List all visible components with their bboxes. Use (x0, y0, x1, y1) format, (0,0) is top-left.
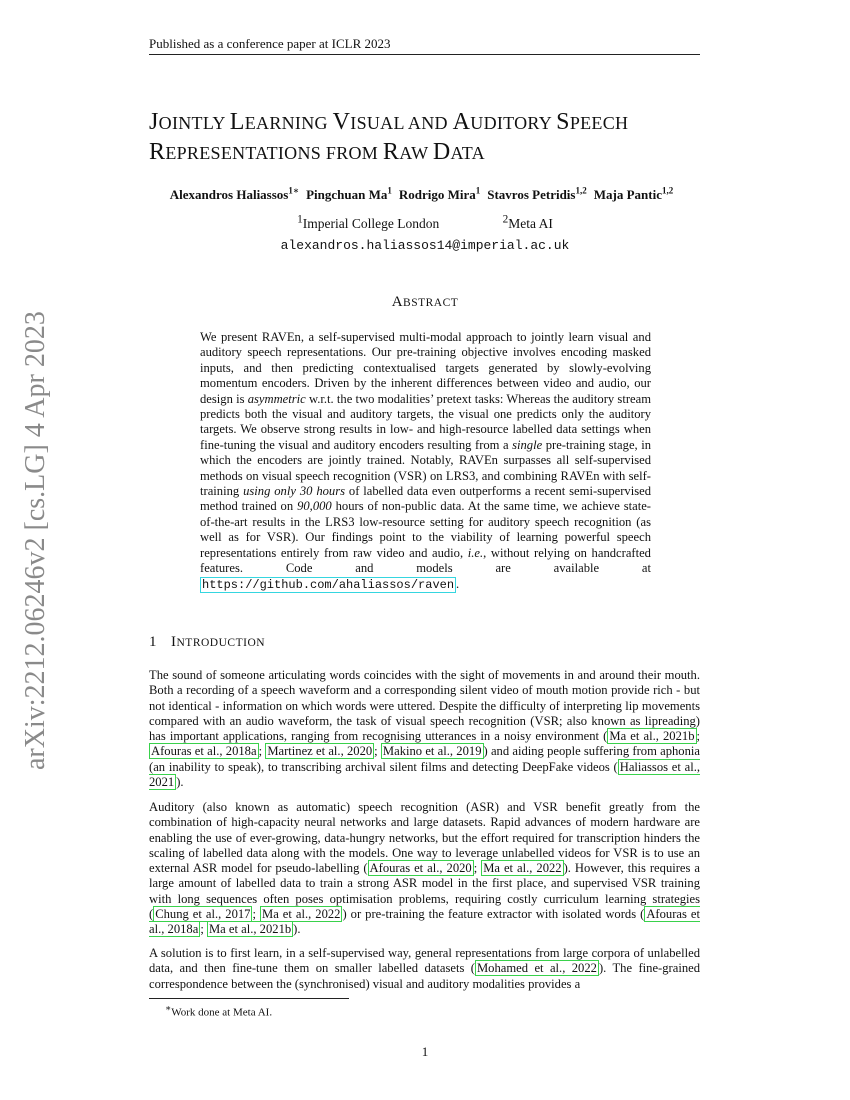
citation-link[interactable]: Martinez et al., 2020 (267, 744, 373, 759)
intro-paragraph-1: The sound of someone articulating words coincides with the sight of movements in and around their mouth. Both a recording of a speech waveform and a corresponding silent video of mouth motion provide rich - but not identical - information on which words were uttered. Despite the difficulty of interpreting lip movements compared with an audio waveform, the task of visual speech recognition (VSR; also known as lipreading) has important applications, ranging from recognising utterances in a noisy environment ( Ma et al., 2021b ; Afouras et al., 2018a ; Martinez et al., 2020 ; Makino et al., 2019 ) and aiding people suffering from aphonia (an inability to speak), to transcribing archival silent films and detecting DeepFake videos ( Haliassos et al., 2021 ). (149, 668, 700, 790)
citation-link[interactable]: Haliassos et al., 2021 (149, 759, 700, 790)
author: Pingchuan Ma$^1$ (306, 186, 392, 203)
title-line-1 (149, 108, 709, 138)
footnote: ∗Work done at Meta AI. (165, 1003, 273, 1019)
title-smallcaps: ISUAL AND (350, 113, 453, 133)
citation-link[interactable]: Ma et al., 2022 (483, 861, 562, 876)
title-initial: R (149, 139, 166, 165)
code-link[interactable]: https://github.com/ahaliassos/raven (202, 577, 455, 592)
citation-link[interactable]: Afouras et al., 2018a (149, 907, 700, 937)
title-smallcaps: OINTLY (158, 113, 230, 133)
title-smallcaps: ATA (450, 143, 485, 163)
title-initial: R (382, 139, 400, 165)
title-initial: S (556, 109, 570, 135)
running-header: Published as a conference paper at ICLR 2023 (149, 36, 700, 55)
title-smallcaps: UDITORY (470, 113, 557, 133)
citation-link[interactable]: Makino et al., 2019 (382, 744, 482, 759)
citation-link[interactable]: Mohamed et al., 2022 (476, 961, 597, 976)
title-initial: V (332, 109, 351, 135)
intro-paragraph-3: A solution is to first learn, in a self-supervised way, general representations from large corpora of unlabelled data, and then fine-tune them on smaller labelled datasets ( Mohamed et al., 2022 ). The fine-grained correspondence between the (synchronised) visual and auditory modalities provides a (149, 946, 701, 991)
footnote-rule (149, 998, 349, 999)
title-smallcaps: AW (399, 143, 433, 163)
title-smallcaps: EARNING (244, 113, 333, 133)
affiliation-1: $^1$Imperial College London (297, 213, 440, 231)
citation-link[interactable]: Afouras et al., 2018a (151, 744, 257, 759)
abstract-body: We present RAVEn, a self-supervised multi-modal approach to jointly learn visual and auditory speech representations. Our pre-training objective involves encoding masked inputs, and then predicting contextualised targets generated by slowly-evolving momentum encoders. Driven by the inherent differences between video and audio, our design is asymmetric w.r.t. the two modalities’ pretext tasks: Whereas the auditory stream predicts both the visual and auditory targets, the visual one predicts only the auditory targets. We observe strong results in low- and high-resource labelled data settings when fine-tuning the visual and auditory encoders resulting from a single pre-training stage, in which the encoders are jointly trained. Notably, RAVEn surpasses all self-supervised methods on visual speech recognition (VSR) on LRS3, and combining RAVEn with self-training using only 30 hours of labelled data even outperforms a recent semi-supervised method trained on 90,000 hours of non-public data. At the same time, we achieve state-of-the-art results in the LRS3 low-resource setting for auditory speech recognition (as well as for VSR). Our findings point to the viability of learning powerful speech representations entirely from raw video and audio, i.e., without relying on handcrafted features. Code and models are available at https://github.com/ahaliassos/raven . (200, 330, 651, 592)
author: Stavros Petridis$^{1,2}$ (487, 186, 587, 203)
arxiv-side-stamp: arXiv:2212.06246v2 [cs.LG] 4 Apr 2023 (20, 311, 51, 770)
author: Alexandros Haliassos$^{1∗}$ (169, 186, 300, 203)
section-heading-introduction: 1 INTRODUCTION (149, 634, 266, 650)
title-initial: L (229, 109, 245, 135)
paper-title (149, 108, 709, 168)
citation-link[interactable]: Ma et al., 2022 (262, 907, 341, 922)
citation-link[interactable]: Ma et al., 2021b (609, 729, 695, 744)
citation-link[interactable]: Chung et al., 2017 (155, 907, 251, 922)
affiliations (0, 213, 850, 232)
title-line-2 (149, 138, 709, 168)
title-initial: A (452, 109, 471, 135)
title-initial: J (149, 109, 159, 135)
title-initial: D (432, 139, 451, 165)
title-smallcaps: EPRESENTATIONS FROM (165, 143, 383, 163)
citation-link[interactable]: Ma et al., 2021b (208, 922, 292, 937)
intro-paragraph-2: Auditory (also known as automatic) speech recognition (ASR) and VSR benefit greatly from the combination of high-capacity neural networks and large datasets. Rapid advances of modern hardware are enabling the use of ever-growing, data-hungry networks, but the effort required for transcription hinders the scaling of labelled data along with the models. One way to leverage unlabelled videos for VSR is to use an external ASR model for pseudo-labelling ( Afouras et al., 2020 ; Ma et al., 2022 ). However, this requires a large amount of labelled data to train a strong ASR model in the first place, and supervised VSR training with long sequences often poses optimisation problems, requiring costly curriculum learning strategies ( Chung et al., 2017 ; Ma et al., 2022 ) or pre-training the feature extractor with isolated words ( Afouras et al., 2018a ; Ma et al., 2021b ). (149, 800, 700, 937)
citation-link[interactable]: Afouras et al., 2020 (369, 861, 472, 876)
author: Rodrigo Mira$^1$ (398, 186, 481, 203)
author-email: alexandros.haliassos14@imperial.ac.uk (280, 238, 570, 253)
affiliation-2: $^2$Meta AI (502, 213, 553, 231)
author-list (0, 186, 850, 203)
page-number: 1 (421, 1044, 429, 1059)
title-smallcaps: PEECH (569, 113, 629, 133)
author: Maja Pantic$^{1,2}$ (593, 186, 674, 203)
abstract-heading: ABSTRACT (391, 294, 459, 310)
